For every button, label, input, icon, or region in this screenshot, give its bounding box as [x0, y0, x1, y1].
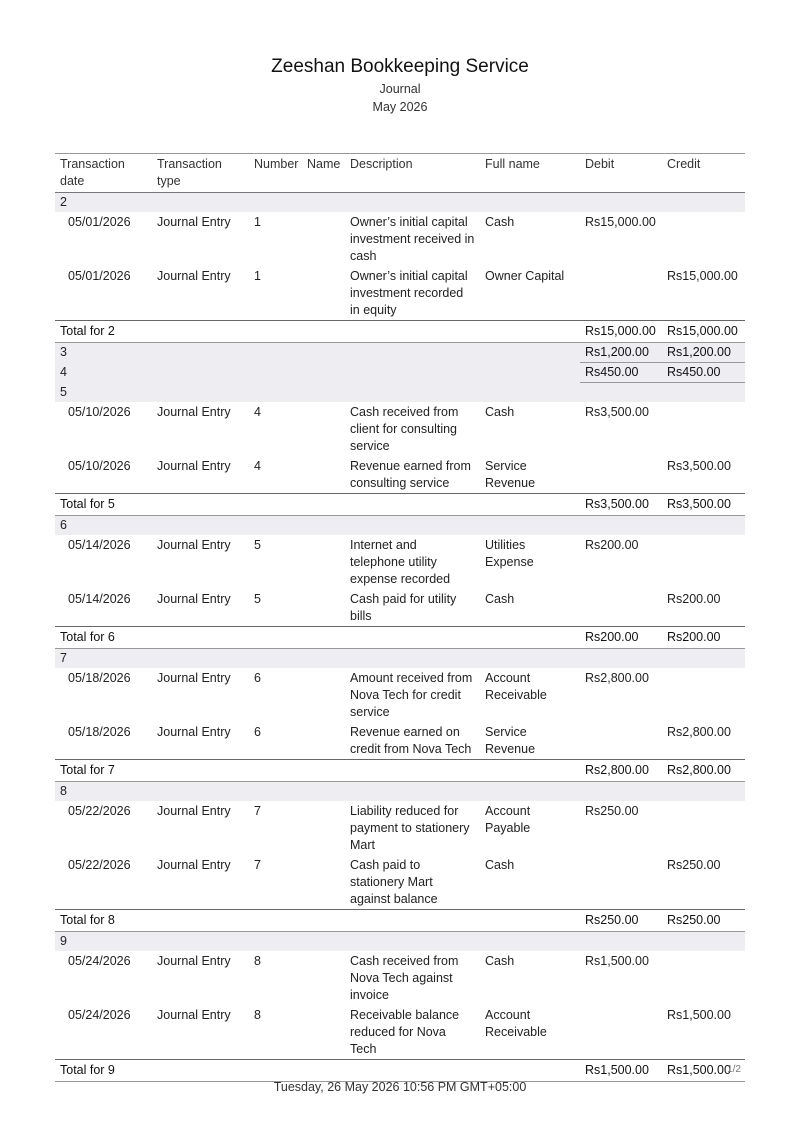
total-credit: Rs250.00	[662, 909, 745, 931]
entry-name	[302, 212, 345, 266]
total-credit: Rs1,500.00	[662, 1059, 745, 1081]
group-debit: Rs1,200.00	[580, 343, 662, 363]
group-credit	[662, 515, 745, 535]
entry-description: Owner’s initial capital investment recorded in equity	[350, 269, 468, 317]
table-row	[55, 722, 745, 760]
table-row	[55, 589, 745, 627]
entry-name	[302, 589, 345, 627]
entry-description: Cash received from client for consulting service	[350, 404, 459, 453]
entry-full-name: Service Revenue	[485, 724, 536, 756]
report-header	[0, 54, 800, 116]
total-row	[55, 1059, 745, 1081]
group-credit	[662, 193, 745, 213]
col-header-date: Transaction date	[55, 154, 152, 193]
entry-date: 05/18/2026	[68, 670, 131, 685]
entry-number: 5	[254, 537, 261, 552]
entry-full-name: Service Revenue	[485, 458, 536, 490]
table-row	[55, 402, 745, 456]
entry-full-name: Cash	[485, 404, 515, 419]
entry-debit	[580, 1005, 662, 1060]
entry-name	[302, 722, 345, 760]
group-debit	[580, 781, 662, 801]
group-row	[55, 343, 745, 363]
entry-full-name: Cash	[485, 953, 515, 968]
group-credit	[662, 781, 745, 801]
entry-credit: Rs200.00	[667, 591, 721, 606]
page-number: 1/2	[727, 1064, 741, 1075]
entry-description: Cash received from Nova Tech against invoice	[350, 953, 459, 1002]
entry-number: 4	[254, 458, 261, 473]
table-header-row	[55, 154, 745, 193]
entry-debit: Rs1,500.00	[585, 953, 649, 968]
table-row	[55, 801, 745, 855]
total-row	[55, 626, 745, 648]
entry-type: Journal Entry	[157, 670, 231, 685]
total-label: Total for 8	[55, 909, 580, 931]
entry-type: Journal Entry	[157, 1007, 231, 1022]
entry-type: Journal Entry	[157, 591, 231, 606]
entry-full-name: Account Receivable	[485, 670, 547, 702]
group-credit	[662, 648, 745, 668]
entry-description: Revenue earned from consulting service	[350, 458, 471, 490]
total-debit: Rs2,800.00	[580, 759, 662, 781]
entry-type: Journal Entry	[157, 857, 231, 872]
group-debit	[580, 193, 662, 213]
entry-date: 05/24/2026	[68, 1007, 131, 1022]
entry-description: Internet and telephone utility expense recorded	[350, 537, 451, 586]
total-label: Total for 2	[55, 321, 580, 343]
entry-number: 7	[254, 803, 261, 818]
col-header-debit: Debit	[580, 154, 662, 193]
print-timestamp: Tuesday, 26 May 2026 10:56 PM GMT+05:00	[273, 1080, 527, 1094]
entry-debit: Rs3,500.00	[585, 404, 649, 419]
entry-number: 1	[254, 215, 261, 229]
total-label: Total for 7	[55, 759, 580, 781]
table-row	[55, 855, 745, 910]
total-credit: Rs2,800.00	[662, 759, 745, 781]
entry-type: Journal Entry	[157, 269, 231, 283]
entry-credit: Rs2,800.00	[667, 724, 731, 739]
entry-number: 4	[254, 404, 261, 419]
entry-debit: Rs250.00	[585, 803, 639, 818]
entry-date: 05/24/2026	[68, 953, 131, 968]
table-row	[55, 266, 745, 321]
entry-full-name: Owner Capital	[485, 269, 565, 283]
col-header-description: Description	[345, 154, 480, 193]
entry-credit	[662, 402, 745, 456]
entry-number: 8	[254, 953, 261, 968]
table-row	[55, 212, 745, 266]
group-row	[55, 363, 745, 383]
table-row	[55, 1005, 745, 1060]
entry-full-name: Cash	[485, 215, 515, 229]
entry-number: 5	[254, 591, 261, 606]
group-credit: Rs1,200.00	[662, 343, 745, 363]
col-header-credit: Credit	[662, 154, 745, 193]
group-label: 5	[55, 383, 580, 402]
entry-credit	[662, 951, 745, 1005]
journal-body	[55, 193, 745, 1082]
company-name: Zeeshan Bookkeeping Service	[271, 56, 529, 77]
total-debit: Rs15,000.00	[580, 321, 662, 343]
entry-name	[302, 668, 345, 722]
group-row	[55, 781, 745, 801]
journal-table	[55, 153, 745, 1082]
entry-date: 05/14/2026	[68, 591, 131, 606]
entry-description: Amount received from Nova Tech for credit service	[350, 670, 473, 719]
total-row	[55, 321, 745, 343]
entry-credit: Rs1,500.00	[667, 1007, 731, 1022]
entry-debit: Rs200.00	[585, 537, 639, 552]
total-label: Total for 9	[55, 1059, 580, 1081]
total-debit: Rs200.00	[580, 626, 662, 648]
group-label: 3	[55, 343, 580, 363]
entry-description: Owner’s initial capital investment received in cash	[350, 215, 475, 263]
entry-full-name: Account Receivable	[485, 1007, 547, 1039]
entry-credit	[662, 668, 745, 722]
col-header-type: Transaction type	[152, 154, 249, 193]
total-credit: Rs3,500.00	[662, 493, 745, 515]
entry-full-name: Cash	[485, 857, 515, 872]
entry-name	[302, 266, 345, 321]
entry-number: 1	[254, 269, 261, 283]
entry-debit: Rs15,000.00	[585, 215, 656, 229]
total-debit: Rs1,500.00	[580, 1059, 662, 1081]
entry-date: 05/22/2026	[68, 803, 131, 818]
table-row	[55, 535, 745, 589]
col-header-number: Number	[249, 154, 302, 193]
total-row	[55, 493, 745, 515]
entry-date: 05/01/2026	[68, 215, 131, 229]
entry-full-name: Utilities Expense	[485, 537, 534, 569]
total-row	[55, 909, 745, 931]
col-header-name: Name	[302, 154, 345, 193]
entry-date: 05/01/2026	[68, 269, 131, 283]
entry-debit	[580, 722, 662, 760]
entry-type: Journal Entry	[157, 404, 231, 419]
total-label: Total for 5	[55, 493, 580, 515]
entry-type: Journal Entry	[157, 724, 231, 739]
entry-credit: Rs250.00	[667, 857, 721, 872]
group-debit	[580, 931, 662, 951]
entry-date: 05/18/2026	[68, 724, 131, 739]
entry-credit	[662, 212, 745, 266]
entry-name	[302, 456, 345, 494]
entry-type: Journal Entry	[157, 953, 231, 968]
entry-description: Revenue earned on credit from Nova Tech	[350, 724, 472, 756]
group-row	[55, 515, 745, 535]
entry-debit: Rs2,800.00	[585, 670, 649, 685]
group-debit	[580, 383, 662, 402]
group-credit	[662, 931, 745, 951]
group-label: 8	[55, 781, 580, 801]
entry-description: Receivable balance reduced for Nova Tech	[350, 1007, 460, 1056]
entry-type: Journal Entry	[157, 537, 231, 552]
total-debit: Rs3,500.00	[580, 493, 662, 515]
total-credit: Rs15,000.00	[662, 321, 745, 343]
entry-number: 8	[254, 1007, 261, 1022]
entry-name	[302, 855, 345, 910]
total-credit: Rs200.00	[662, 626, 745, 648]
report-title: Journal	[379, 82, 421, 96]
entry-description: Cash paid to stationery Mart against balance	[350, 857, 438, 906]
group-row	[55, 193, 745, 213]
table-row	[55, 668, 745, 722]
entry-full-name: Account Payable	[485, 803, 531, 835]
total-row	[55, 759, 745, 781]
entry-date: 05/14/2026	[68, 537, 131, 552]
group-debit: Rs450.00	[580, 363, 662, 383]
group-credit: Rs450.00	[662, 363, 745, 383]
table-row	[55, 951, 745, 1005]
entry-date: 05/10/2026	[68, 458, 131, 473]
group-label: 6	[55, 515, 580, 535]
entry-credit	[662, 801, 745, 855]
entry-credit: Rs3,500.00	[667, 458, 731, 473]
entry-debit	[580, 456, 662, 494]
group-label: 9	[55, 931, 580, 951]
total-label: Total for 6	[55, 626, 580, 648]
group-debit	[580, 515, 662, 535]
group-row	[55, 648, 745, 668]
entry-debit	[580, 266, 662, 321]
group-label: 4	[55, 363, 580, 383]
entry-full-name: Cash	[485, 591, 515, 606]
entry-credit	[662, 535, 745, 589]
group-debit	[580, 648, 662, 668]
group-credit	[662, 383, 745, 402]
entry-date: 05/22/2026	[68, 857, 131, 872]
entry-type: Journal Entry	[157, 215, 231, 229]
entry-description: Cash paid for utility bills	[350, 591, 457, 623]
entry-name	[302, 535, 345, 589]
table-row	[55, 456, 745, 494]
col-header-full-name: Full name	[480, 154, 580, 193]
entry-name	[302, 1005, 345, 1060]
entry-debit	[580, 855, 662, 910]
entry-credit: Rs15,000.00	[667, 269, 738, 283]
entry-number: 7	[254, 857, 261, 872]
group-row	[55, 383, 745, 402]
entry-description: Liability reduced for payment to stationery Mart	[350, 803, 470, 852]
entry-date: 05/10/2026	[68, 404, 131, 419]
report-period: May 2026	[372, 100, 428, 114]
total-debit: Rs250.00	[580, 909, 662, 931]
entry-type: Journal Entry	[157, 803, 231, 818]
group-row	[55, 931, 745, 951]
entry-type: Journal Entry	[157, 458, 231, 473]
entry-name	[302, 801, 345, 855]
entry-name	[302, 402, 345, 456]
group-label: 7	[55, 648, 580, 668]
group-label: 2	[55, 193, 580, 213]
entry-name	[302, 951, 345, 1005]
entry-number: 6	[254, 724, 261, 739]
entry-debit	[580, 589, 662, 627]
entry-number: 6	[254, 670, 261, 685]
